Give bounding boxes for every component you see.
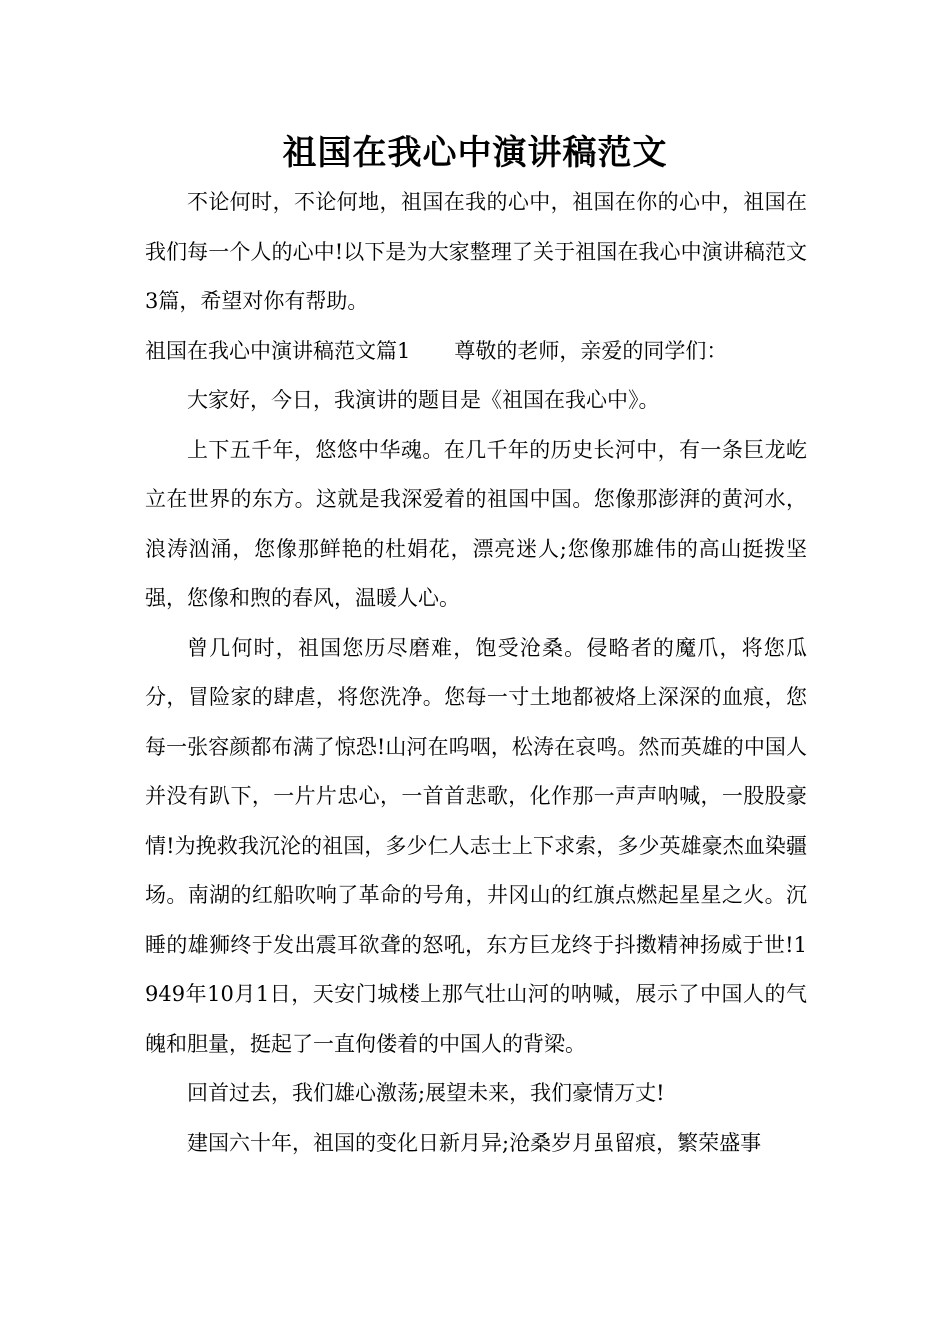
body-paragraph: 回首过去，我们雄心激荡;展望未来，我们豪情万丈! [187,1081,665,1105]
body-paragraph: 大家好，今日，我演讲的题目是《祖国在我心中》。 [187,388,660,412]
intro-paragraph: 不论何时，不论何地，祖国在我的心中，祖国在你的心中，祖国在我们每一个人的心中!以下是为大家整理了关于祖国在我心中演讲稿范文3篇，希望对你有帮助。 [145,190,807,313]
document-body [145,178,807,1168]
body-paragraph: 上下五千年，悠悠中华魂。在几千年的历史长河中，有一条巨龙屹立在世界的东方。这就是我深爱着的祖国中国。您像那澎湃的黄河水，浪涛汹涌，您像那鲜艳的杜娟花，漂亮迷人;您像那雄伟的高山挺拨坚强，您像和煦的春风，温暖人心。 [145,437,807,610]
body-paragraph: 建国六十年，祖国的变化日新月异;沧桑岁月虽留痕，繁荣盛事 [187,1130,762,1155]
document-title: 祖国在我心中演讲稿范文 [282,133,668,173]
section-heading-line [145,327,807,377]
body-paragraph: 曾几何时，祖国您历尽磨难，饱受沧桑。侵略者的魔爪，将您瓜分，冒险家的肆虐，将您洗净。您每一寸土地都被烙上深深的血痕，您每一张容颜都布满了惊恐!山河在呜咽，松涛在哀鸣。然而英雄的中国人并没有趴下，一片片忠心，一首首悲歌，化作那一声声呐喊，一股股豪情!为挽救我沉沦的祖国，多少仁人志士上下求索，多少英雄豪杰血染疆场。南湖的红船吹响了革命的号角，井冈山的红旗点燃起星星之火。沉睡的雄狮终于发出震耳欲聋的怒吼，东方巨龙终于抖擞精神扬威于世!1949年10月1日，天安门城楼上那气壮山河的呐喊，展示了中国人的气魄和胆量，挺起了一直佝偻着的中国人的背梁。 [145,635,807,1056]
section-heading: 祖国在我心中演讲稿范文篇1 [145,338,411,363]
salutation: 尊敬的老师，亲爱的同学们： [454,338,728,363]
